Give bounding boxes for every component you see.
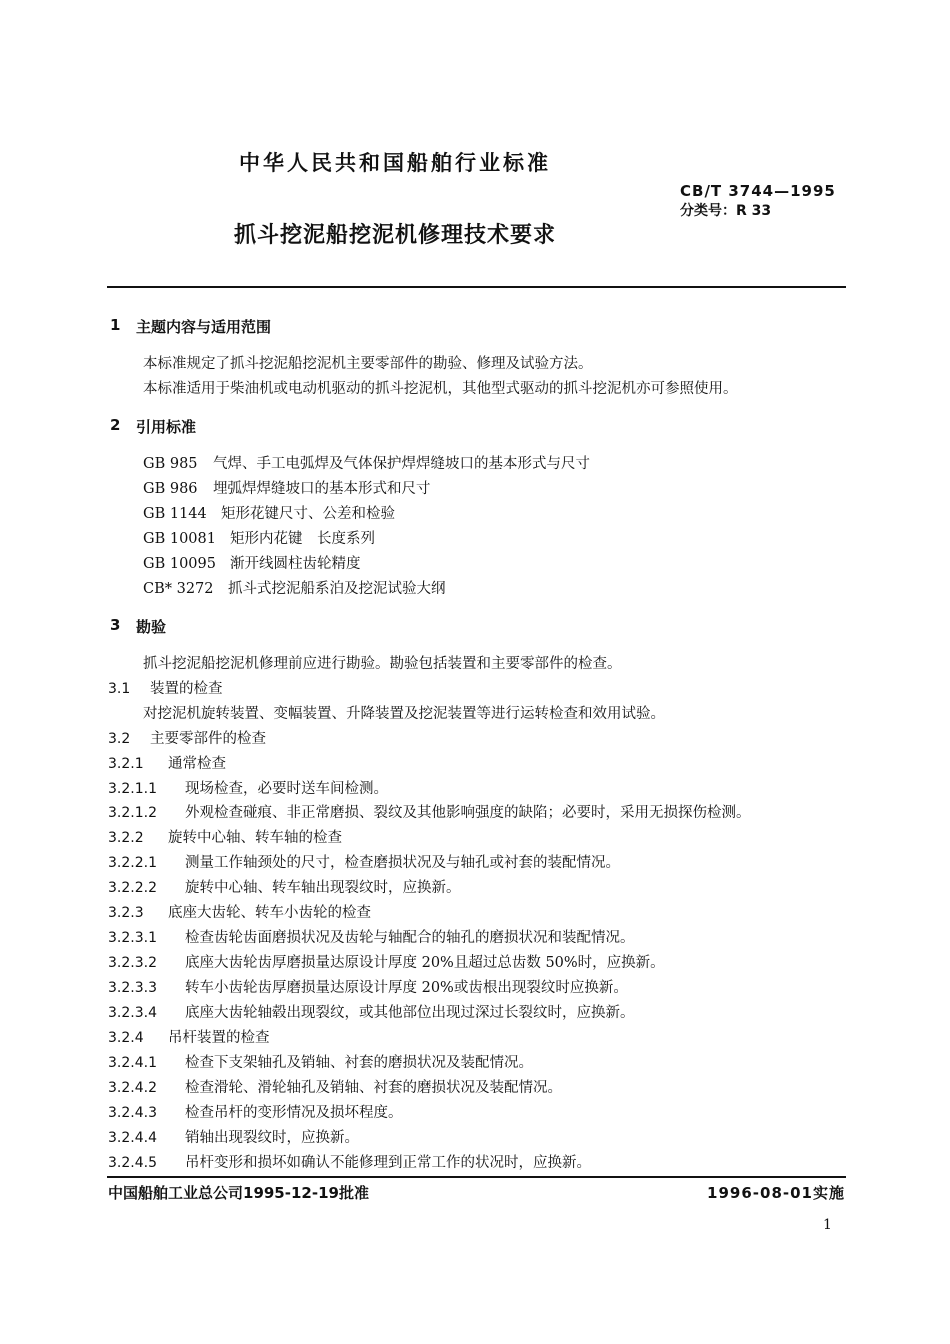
reference-item [143, 477, 431, 498]
implementation-date: 1996-08-01实施 [707, 1184, 845, 1202]
clause-paragraph [143, 702, 665, 723]
clause-number: 3.2.2.1 [108, 855, 157, 871]
footer-divider [107, 1176, 846, 1178]
clause-text: 检查下支架轴孔及销轴、衬套的磨损状况及装配情况。 [185, 1055, 533, 1071]
clause [108, 1126, 359, 1147]
section-title: 勘验 [136, 618, 167, 636]
clause-number: 3.2.4.3 [108, 1105, 157, 1121]
clause-number: 3.2.3.4 [108, 1005, 157, 1021]
clause [108, 1101, 403, 1122]
clause-text: 旋转中心轴、转车轴出现裂纹时，应换新。 [185, 880, 461, 896]
document-title: 抓斗挖泥船挖泥机修理技术要求 [233, 223, 556, 248]
reference-item [143, 577, 446, 598]
clause [108, 1076, 562, 1097]
reference-item [143, 552, 361, 573]
clause-number: 3.2.2 [108, 830, 144, 846]
clause-number: 3.2.3.1 [108, 930, 157, 946]
section-3-intro: 抓斗挖泥船挖泥机修理前应进行勘验。勘验包括装置和主要零部件的检查。 [143, 656, 622, 672]
clause [108, 876, 461, 897]
clause-text: 销轴出现裂纹时，应换新。 [185, 1130, 359, 1146]
clause [108, 1051, 533, 1072]
clause [108, 901, 371, 922]
section-title: 引用标准 [136, 418, 197, 436]
section-number: 2 [110, 416, 121, 434]
clause-text: 通常检查 [168, 756, 226, 772]
clause [108, 1151, 591, 1172]
reference-code: GB 10095 [143, 556, 216, 572]
clause-text: 吊杆装置的检查 [168, 1030, 270, 1046]
section-number: 3 [110, 616, 121, 634]
clause-number: 3.2.4.2 [108, 1080, 157, 1096]
standard-number: CB/T 3744—1995 [680, 182, 836, 200]
clause [108, 777, 388, 798]
clause-number: 3.2.4.4 [108, 1130, 157, 1146]
header-divider [107, 286, 846, 288]
clause [108, 752, 226, 773]
reference-title: 矩形内花键 长度系列 [230, 531, 375, 547]
clause-text: 检查吊杆的变形情况及损坏程度。 [185, 1105, 403, 1121]
clause-number: 3.2.2.2 [108, 880, 157, 896]
clause-number: 3.2.1.1 [108, 781, 157, 797]
clause-number: 3.2.1 [108, 756, 144, 772]
clause-number: 3.1 [108, 681, 131, 697]
clause-text: 主要零部件的检查 [150, 731, 266, 747]
clause-text: 吊杆变形和损坏如确认不能修理到正常工作的状况时，应换新。 [185, 1155, 591, 1171]
clause-number: 3.2 [108, 731, 131, 747]
clause-text: 检查滑轮、滑轮轴孔及销轴、衬套的磨损状况及装配情况。 [185, 1080, 562, 1096]
section-1-paragraph-1: 本标准规定了抓斗挖泥船挖泥机主要零部件的勘验、修理及试验方法。 [143, 356, 593, 372]
reference-title: 抓斗式挖泥船系泊及挖泥试验大纲 [228, 581, 446, 597]
section-number: 1 [110, 316, 121, 334]
clause-number: 3.2.3.3 [108, 980, 157, 996]
clause-text: 外观检查碰痕、非正常磨损、裂纹及其他影响强度的缺陷；必要时，采用无损探伤检测。 [185, 805, 751, 821]
page-number: 1 [823, 1217, 832, 1233]
clause-text: 转车小齿轮齿厚磨损量达原设计厚度 20%或齿根出现裂纹时应换新。 [185, 980, 628, 996]
reference-code: GB 985 [143, 456, 198, 472]
reference-code: CB* 3272 [143, 581, 214, 597]
clause-text: 底座大齿轮齿厚磨损量达原设计厚度 20%且超过总齿数 50%时，应换新。 [185, 955, 665, 971]
reference-title: 埋弧焊焊缝坡口的基本形式和尺寸 [213, 481, 431, 497]
clause-number: 3.2.3 [108, 905, 144, 921]
clause [108, 926, 635, 947]
reference-item [143, 452, 590, 473]
clause-text: 旋转中心轴、转车轴的检查 [168, 830, 342, 846]
clause [108, 727, 266, 748]
clause-text: 现场检查，必要时送车间检测。 [185, 781, 388, 797]
clause-number: 3.2.4.5 [108, 1155, 157, 1171]
clause-number: 3.2.4.1 [108, 1055, 157, 1071]
reference-title: 渐开线圆柱齿轮精度 [230, 556, 361, 572]
approval-line: 中国船舶工业总公司1995-12-19批准 [108, 1184, 369, 1202]
reference-title: 气焊、手工电弧焊及气体保护焊焊缝坡口的基本形式与尺寸 [213, 456, 590, 472]
clause-text: 检查齿轮齿面磨损状况及齿轮与轴配合的轴孔的磨损状况和装配情况。 [185, 930, 635, 946]
issuing-body-title: 中华人民共和国船舶行业标准 [239, 151, 551, 175]
reference-title: 矩形花键尺寸、公差和检验 [221, 506, 395, 522]
section-1-paragraph-2: 本标准适用于柴油机或电动机驱动的抓斗挖泥机，其他型式驱动的抓斗挖泥机亦可参照使用。 [143, 381, 738, 397]
clause [108, 801, 751, 822]
clause-text: 对挖泥机旋转装置、变幅装置、升降装置及挖泥装置等进行运转检查和效用试验。 [143, 706, 665, 722]
clause [108, 1026, 270, 1047]
clause [108, 851, 620, 872]
clause [108, 1001, 635, 1022]
clause-text: 测量工作轴颈处的尺寸，检查磨损状况及与轴孔或衬套的装配情况。 [185, 855, 620, 871]
clause-text: 底座大齿轮、转车小齿轮的检查 [168, 905, 371, 921]
clause [108, 826, 342, 847]
section-title: 主题内容与适用范围 [136, 318, 272, 336]
reference-item [143, 527, 375, 548]
clause [108, 976, 628, 997]
reference-code: GB 1144 [143, 506, 207, 522]
classification-number: 分类号：R 33 [680, 203, 772, 219]
reference-item [143, 502, 395, 523]
clause [108, 951, 665, 972]
clause-number: 3.2.1.2 [108, 805, 157, 821]
reference-code: GB 986 [143, 481, 198, 497]
clause [108, 677, 223, 698]
clause-number: 3.2.4 [108, 1030, 144, 1046]
reference-code: GB 10081 [143, 531, 216, 547]
clause-number: 3.2.3.2 [108, 955, 157, 971]
clause-text: 装置的检查 [150, 681, 223, 697]
clause-text: 底座大齿轮轴毂出现裂纹，或其他部位出现过深过长裂纹时，应换新。 [185, 1005, 635, 1021]
